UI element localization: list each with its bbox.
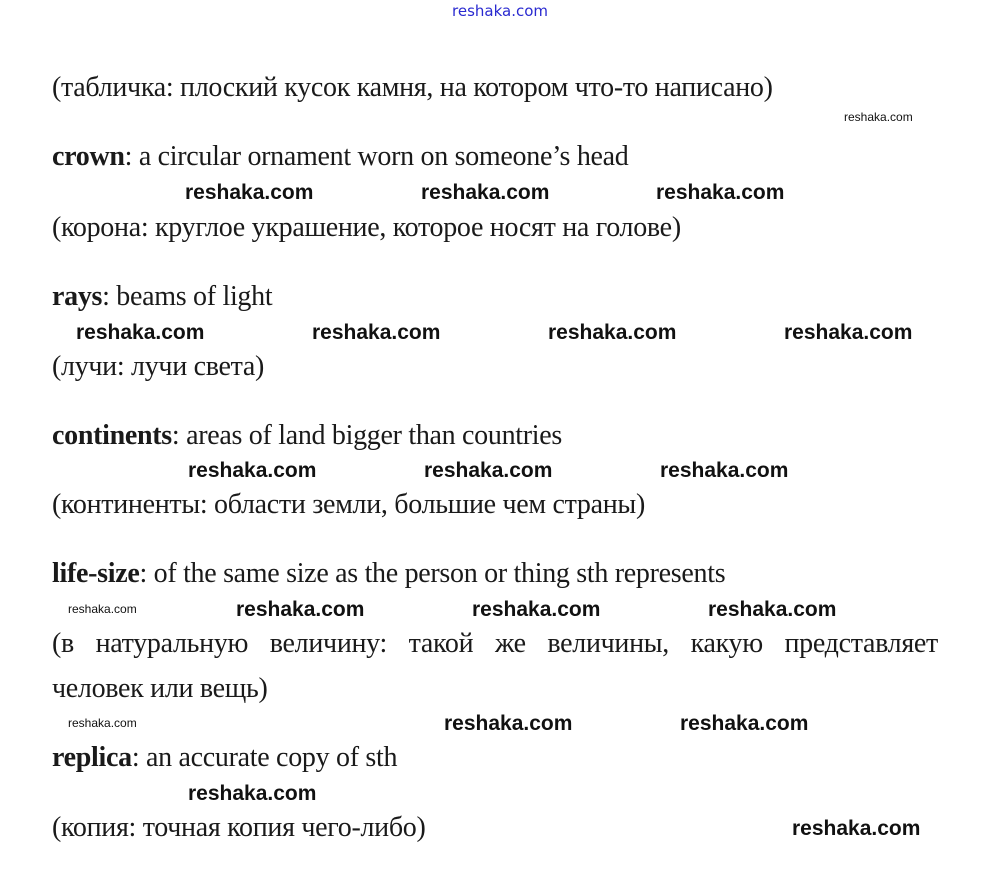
translation-life-size-cont: человек или вещь): [52, 673, 268, 704]
definition-continents: [52, 420, 562, 452]
translation-crown: (корона: круглое украшение, которое носят на голове): [52, 212, 681, 243]
watermark: reshaka.com: [188, 459, 317, 482]
watermark: reshaka.com: [312, 321, 441, 344]
watermark: reshaka.com: [708, 598, 837, 621]
watermark: reshaka.com: [424, 459, 553, 482]
translation-tablichka: (табличка: плоский кусок камня, на котором что-то написано): [52, 72, 773, 103]
watermark: reshaka.com: [188, 782, 317, 805]
watermark: reshaka.com: [548, 321, 677, 344]
watermark: reshaka.com: [660, 459, 789, 482]
translation-life-size: (в натуральную величину: такой же величины, какую представляет: [52, 628, 938, 659]
definition: : a circular ornament worn on someone’s head: [124, 141, 629, 172]
watermark: reshaka.com: [792, 817, 921, 840]
translation-rays: (лучи: лучи света): [52, 351, 265, 382]
watermark: reshaka.com: [844, 110, 913, 124]
term: crown: [52, 141, 125, 172]
watermark: reshaka.com: [68, 602, 137, 616]
definition: : an accurate copy of sth: [131, 742, 398, 773]
term: continents: [52, 420, 172, 451]
watermark: reshaka.com: [76, 321, 205, 344]
definition-rays: [52, 281, 272, 313]
definition-replica: [52, 742, 397, 774]
definition: : beams of light: [102, 281, 273, 312]
term: life-size: [52, 558, 140, 589]
watermark: reshaka.com: [656, 181, 785, 204]
translation-continents: (континенты: области земли, большие чем страны): [52, 489, 645, 520]
reshaka-header-link[interactable]: reshaka.com: [452, 2, 548, 20]
term: replica: [52, 742, 132, 773]
definition-crown: [52, 141, 629, 173]
watermark: reshaka.com: [444, 712, 573, 735]
watermark: reshaka.com: [236, 598, 365, 621]
watermark: reshaka.com: [680, 712, 809, 735]
definition: : areas of land bigger than countries: [171, 420, 562, 451]
watermark: reshaka.com: [421, 181, 550, 204]
term: rays: [52, 281, 103, 312]
translation-replica: (копия: точная копия чего-либо): [52, 812, 426, 843]
watermark: reshaka.com: [185, 181, 314, 204]
definition: : of the same size as the person or thing sth represents: [139, 558, 726, 589]
watermark: reshaka.com: [784, 321, 913, 344]
definition-life-size: [52, 558, 725, 590]
watermark: reshaka.com: [68, 716, 137, 730]
watermark: reshaka.com: [472, 598, 601, 621]
